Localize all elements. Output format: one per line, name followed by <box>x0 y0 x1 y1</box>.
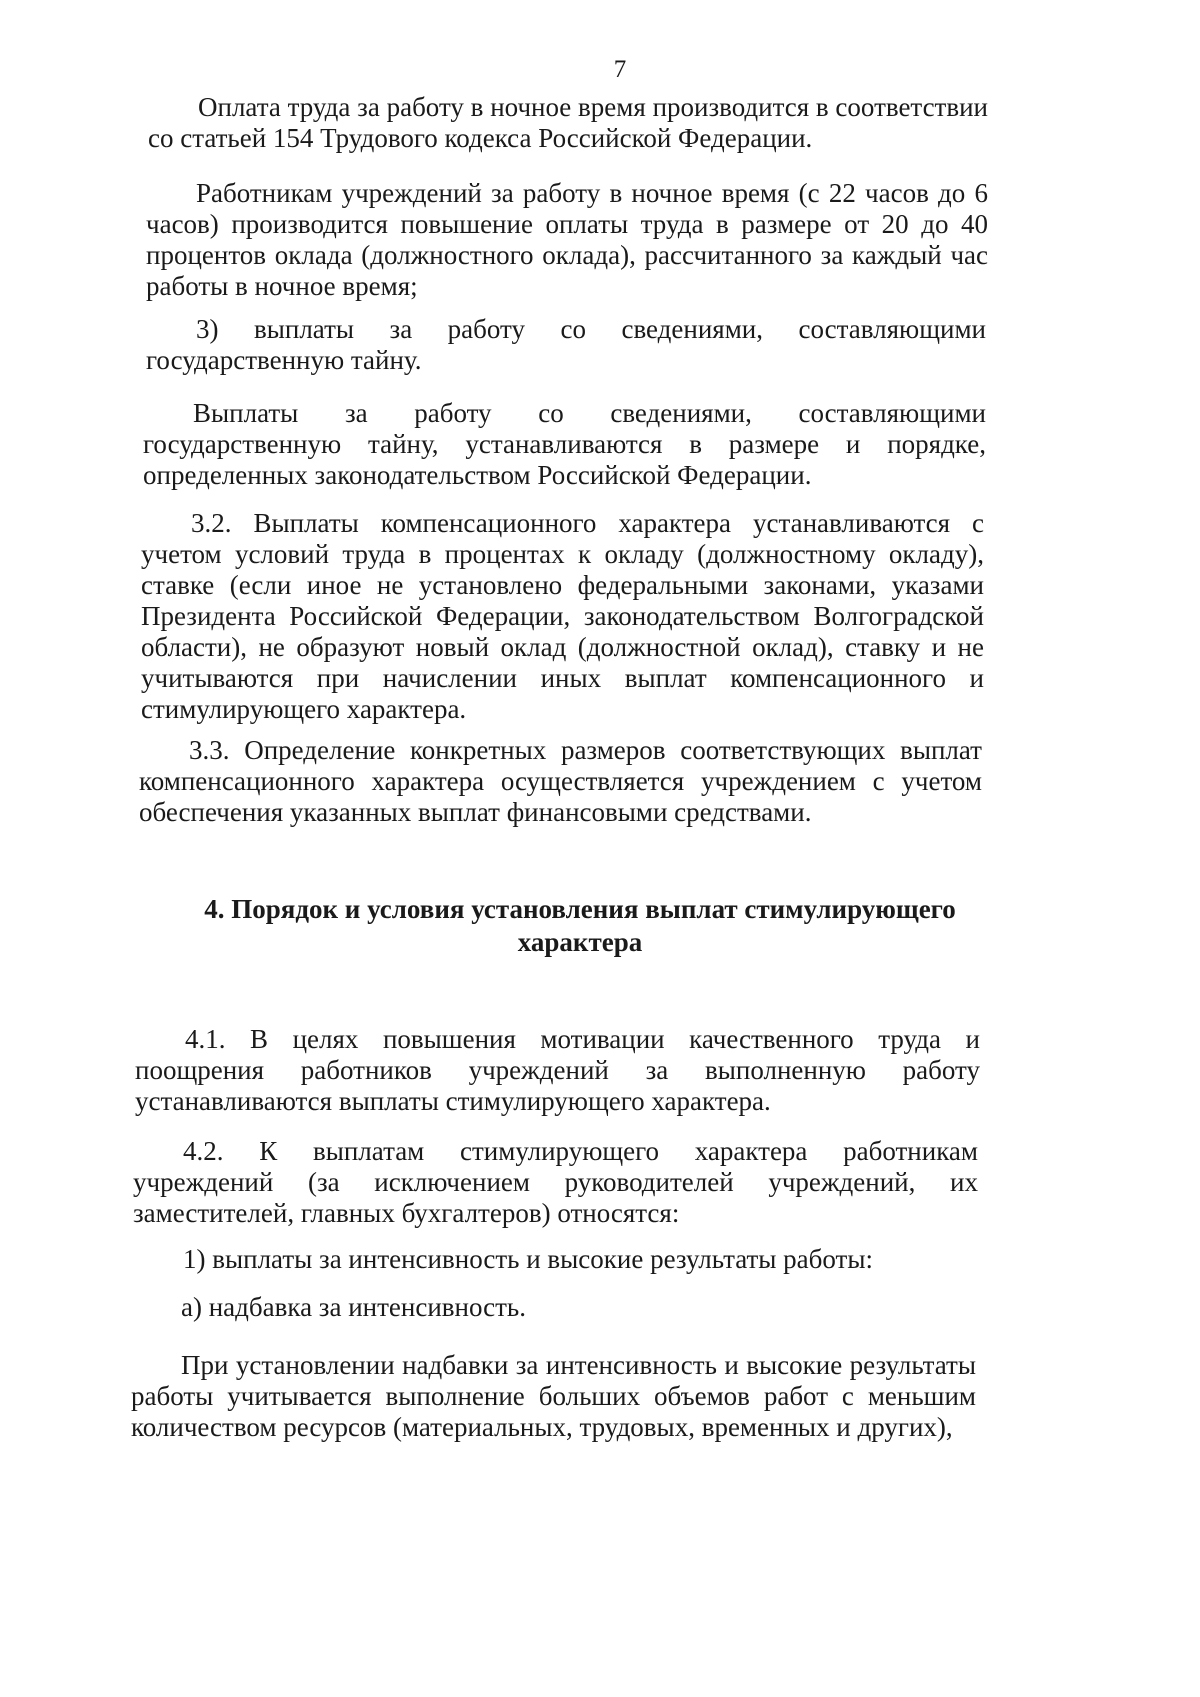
paragraph-4-2: 4.2. К выплатам стимулирующего характера работникам учреждений (за исключением руководителей учреждений, их заместителей, главных бухгалтеров) относятся: <box>133 1136 978 1228</box>
paragraph-bonus-criteria: При установлении надбавки за интенсивность и высокие результаты работы учитывается выполнение больших объемов работ с меньшим количеством ресурсов (материальных, трудовых, временных и других), <box>131 1350 976 1442</box>
paragraph-state-secret-item: 3) выплаты за работу со сведениями, составляющими государственную тайну. <box>146 314 986 375</box>
paragraph-4-1: 4.1. В целях повышения мотивации качественного труда и поощрения работников учреждений за выполненную работу устанавливаются выплаты стимулирующего характера. <box>135 1024 980 1116</box>
paragraph-intensity-bonus: а) надбавка за интенсивность. <box>181 1292 526 1322</box>
page-number: 7 <box>613 56 627 83</box>
paragraph-3-3: 3.3. Определение конкретных размеров соответствующих выплат компенсационного характера осуществляется учреждением с учетом обеспечения указанных выплат финансовыми средствами. <box>139 735 982 827</box>
paragraph-night-work-increase: Работникам учреждений за работу в ночное время (с 22 часов до 6 часов) производится повышение оплаты труда в размере от 20 до 40 процентов оклада (должностного оклада), рассчитанного за каждый час работы в ночное время; <box>146 178 988 301</box>
paragraph-intensity-payments: 1) выплаты за интенсивность и высокие результаты работы: <box>183 1244 873 1274</box>
paragraph-night-work-pay: Оплата труда за работу в ночное время производится в соответствии со статьей 154 Трудового кодекса Российской Федерации. <box>148 92 988 153</box>
paragraph-state-secret-payments: Выплаты за работу со сведениями, составляющими государственную тайну, устанавливаются в размере и порядке, определенных законодательством Российской Федерации. <box>143 398 986 490</box>
section-4-heading: 4. Порядок и условия установления выплат стимулирующего характера <box>204 894 956 957</box>
paragraph-3-2: 3.2. Выплаты компенсационного характера устанавливаются с учетом условий труда в процентах к окладу (должностному окладу), ставке (если иное не установлено федеральными законами, указами Президента Российской Федерации, законодательством Волгоградской области), не образуют новый оклад (должностной оклад), ставку и не учитываются при начислении иных выплат компенсационного и стимулирующего характера. <box>141 508 984 724</box>
